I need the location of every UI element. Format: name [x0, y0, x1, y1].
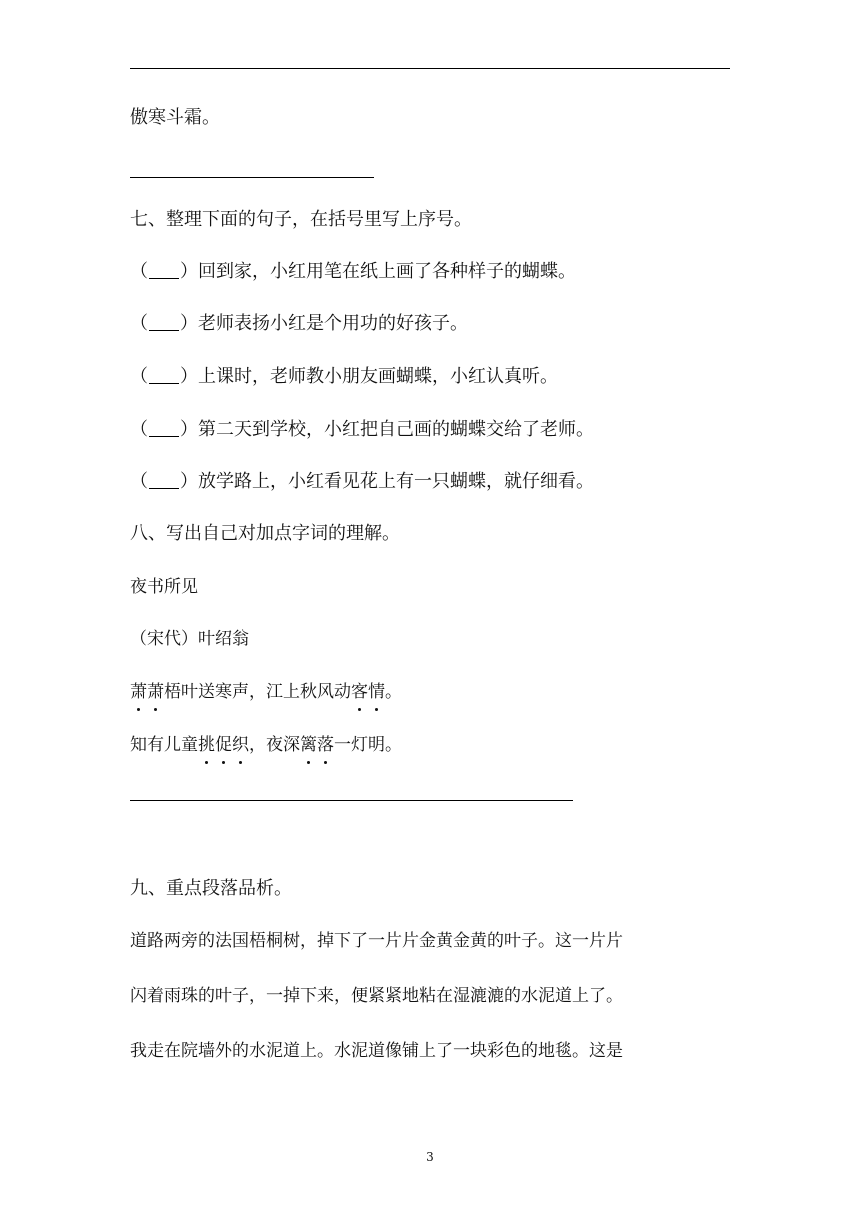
emphasis-char: 织	[232, 735, 249, 755]
dotted-word	[130, 682, 164, 702]
paragraph-line-3: 我走在院墙外的水泥道上。水泥道像铺上了一块彩色的地毯。这是	[130, 1041, 623, 1061]
poem-author: （宋代）叶绍翁	[130, 629, 249, 649]
q7-item-text: 放学路上，小红看见花上有一只蝴蝶，就仔细看。	[198, 471, 594, 492]
q7-item-3	[130, 365, 558, 389]
answer-line-top	[130, 68, 730, 69]
q7-item-1	[130, 260, 576, 284]
order-blank[interactable]	[149, 420, 179, 437]
poem-line-2	[130, 733, 402, 757]
dotted-word	[198, 735, 249, 755]
paren-open: （	[130, 419, 148, 440]
poem-text: 。	[385, 682, 402, 702]
poem-line-1	[130, 680, 402, 704]
emphasis-char: 客	[351, 682, 368, 702]
paren-close: ）	[180, 313, 198, 334]
q7-item-text: 回到家，小红用笔在纸上画了各种样子的蝴蝶。	[198, 261, 576, 282]
emphasis-char: 挑	[198, 735, 215, 755]
q7-item-text: 上课时，老师教小朋友画蝴蝶，小红认真听。	[198, 366, 558, 387]
q7-item-text: 老师表扬小红是个用功的好孩子。	[198, 313, 468, 334]
paren-open: （	[130, 471, 148, 492]
order-blank[interactable]	[149, 472, 179, 489]
q7-item-text: 第二天到学校，小红把自己画的蝴蝶交给了老师。	[198, 419, 594, 440]
emphasis-char: 萧	[147, 682, 164, 702]
paren-close: ）	[180, 366, 198, 387]
poem-text: 一灯明。	[334, 735, 402, 755]
poem-text: 知有儿童	[130, 735, 198, 755]
emphasis-char: 情	[368, 682, 385, 702]
q7-item-2	[130, 312, 468, 336]
q8-title: 八、写出自己对加点字词的理解。	[130, 523, 400, 544]
dotted-word	[300, 735, 334, 755]
emphasis-char: 萧	[130, 682, 147, 702]
q7-title: 七、整理下面的句子，在括号里写上序号。	[130, 209, 472, 230]
emphasis-char: 落	[317, 735, 334, 755]
paren-open: （	[130, 261, 148, 282]
poem-title: 夜书所见	[130, 577, 198, 597]
paragraph-line-2: 闪着雨珠的叶子，一掉下来，便紧紧地粘在湿漉漉的水泥道上了。	[130, 986, 623, 1006]
paren-open: （	[130, 313, 148, 334]
paren-open: （	[130, 366, 148, 387]
paren-close: ）	[180, 261, 198, 282]
order-blank[interactable]	[149, 367, 179, 384]
answer-line-short	[130, 177, 374, 178]
order-blank[interactable]	[149, 314, 179, 331]
q7-item-4	[130, 418, 594, 442]
emphasis-char: 篱	[300, 735, 317, 755]
paragraph-line-1: 道路两旁的法国梧桐树，掉下了一片片金黄金黄的叶子。这一片片	[130, 931, 623, 951]
emphasis-char: 促	[215, 735, 232, 755]
q9-title: 九、重点段落品析。	[130, 878, 292, 899]
paren-close: ）	[180, 471, 198, 492]
dotted-word	[351, 682, 385, 702]
answer-line-long	[130, 800, 573, 801]
poem-text: ，夜深	[249, 735, 300, 755]
top-text: 傲寒斗霜。	[130, 107, 220, 128]
order-blank[interactable]	[149, 262, 179, 279]
q7-item-5	[130, 470, 594, 494]
page-number: 3	[426, 1150, 434, 1164]
paren-close: ）	[180, 419, 198, 440]
poem-text: 梧叶送寒声，江上秋风动	[164, 682, 351, 702]
